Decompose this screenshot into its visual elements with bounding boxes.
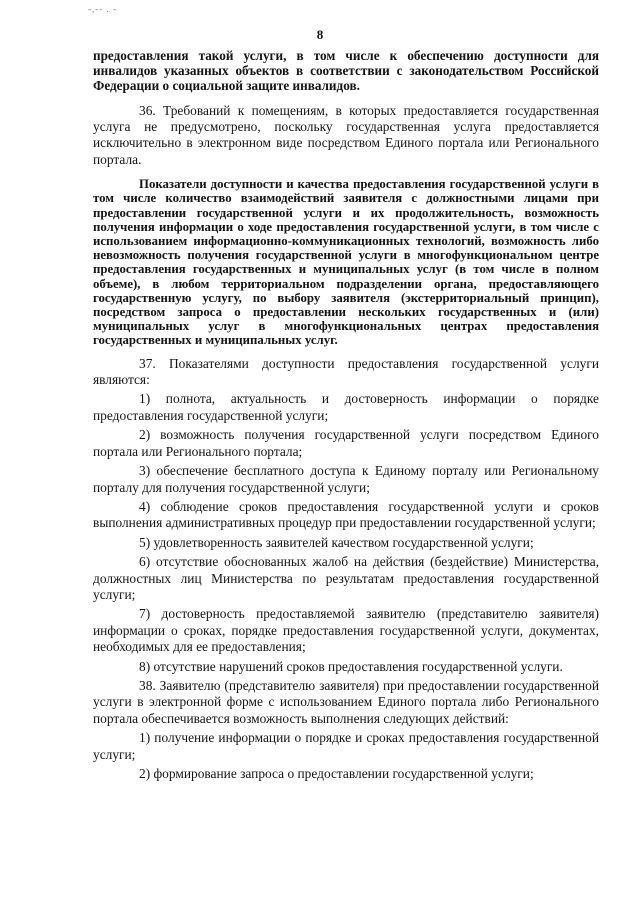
paragraph-36: 36. Требований к помещениям, в которых предоставляется государственная услуга не предусмотрено, поскольку государственная услуга предоставляется исключительно в электронном виде посредством Единого портала или Регионального портала. (93, 102, 599, 167)
scan-artifact: ‐,‐‐ . ‐ (88, 4, 117, 14)
list-item: 2) возможность получения государственной услуги посредством Единого портала или Регионального портала; (93, 427, 599, 459)
list-item: 8) отсутствие нарушений сроков предоставления государственной услуги. (139, 658, 563, 674)
list-item: 1) получение информации о порядке и сроках предоставления государственной услуги; (93, 730, 599, 762)
section-heading: Показатели доступности и качества предоставления государственной услуги в том числе количество взаимодействий заявителя с должностными лицами при предоставлении государственной услуги и их продолжительность, возможность получения информации о ходе предоставления государственной услуги, в том числе с использованием информационно-коммуникационных технологий, возможность либо невозможность получения государственной услуги в многофункциональном центре предоставления государственных и муниципальных услуг (в том числе в полном объеме), в любом территориальном подразделении органа, предоставляющего государственную услугу, по выбору заявителя (экстерриториальный принцип), посредством запроса о предоставлении нескольких государственных и (или) муниципальных услуг в многофункциональных центрах предоставления государственных и муниципальных услуг. (93, 177, 599, 348)
list-item: 5) удовлетворенность заявителей качеством государственной услуги; (139, 534, 534, 550)
list-item: 7) достоверность предоставляемой заявителю (представителю заявителя) информации о сроках, порядке предоставления государственной услуги, документах, необходимых для ее предоставления; (93, 606, 599, 655)
list-item: 6) отсутствие обоснованных жалоб на действия (бездействие) Министерства, должностных лиц Министерства по результатам предоставления государственной услуги; (93, 554, 599, 602)
paragraph-38: 38. Заявителю (представителю заявителя) при предоставлении государственной услуги в электронной форме с использованием Единого портала либо Регионального портала обеспечивается возможность выполнения следующих действий: (93, 677, 599, 726)
page-number: 8 (316, 27, 324, 42)
list-item: 4) соблюдение сроков предоставления государственной услуги и сроков выполнения административных процедур при предоставлении государственной услуги; (93, 498, 599, 531)
list-item: 2) формирование запроса о предоставлении государственной услуги; (139, 766, 534, 782)
list-item: 1) полнота, актуальность и достоверность информации о порядке предоставления государственной услуги; (93, 391, 599, 423)
paragraph-37: 37. Показателями доступности предоставления государственной услуги являются: (93, 355, 599, 388)
document-body (93, 48, 599, 782)
list-item: 3) обеспечение бесплатного доступа к Единому порталу или Региональному порталу для получения государственной услуги; (93, 463, 599, 495)
bold-continuation-text: предоставления такой услуги, в том числе к обеспечению доступности для инвалидов указанных объектов в соответствии с законодательством Российской Федерации о социальной защите инвалидов. (93, 48, 599, 94)
